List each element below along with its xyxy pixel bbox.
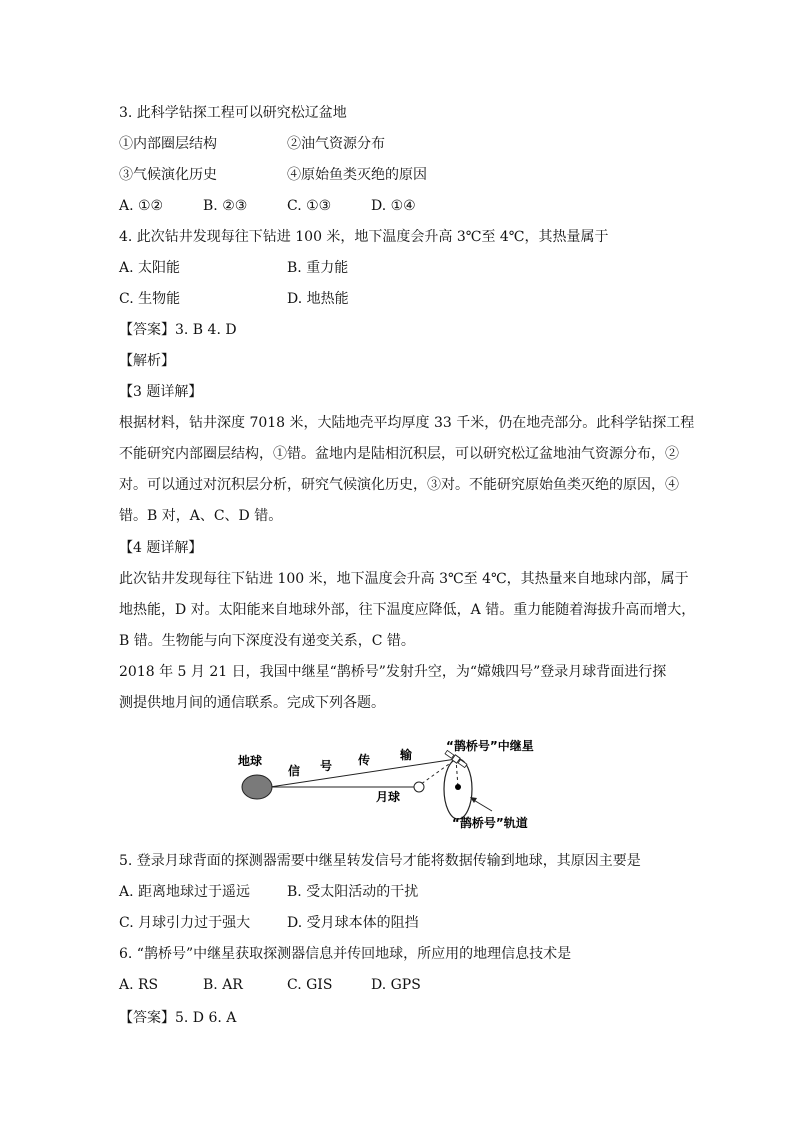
q4-stem: 4. 此次钻井发现每往下钻进 100 米，地下温度会升高 3℃至 4℃，其热量属于 [119, 229, 609, 245]
detail-4-heading: 【4 题详解】 [119, 540, 203, 556]
relay-label: “鹊桥号”中继星 [446, 739, 534, 753]
detail-4-line: 此次钻井发现每往下钻进 100 米，地下温度会升高 3℃至 4℃，其热量来自地球内部，属于 [119, 571, 689, 587]
q3-choice-d: D. ①④ [371, 198, 416, 214]
earth-moon-relay-diagram [230, 735, 550, 835]
orbit-label: “鹊桥号”轨道 [452, 816, 528, 830]
answer-block-2: 【答案】5. D 6. A [119, 1010, 237, 1026]
detail-4-body [119, 564, 696, 657]
q3-choice-b: B. ②③ [203, 198, 248, 214]
q3-option-4: ④原始鱼类灭绝的原因 [287, 167, 427, 183]
q4-choice-b: B. 重力能 [287, 260, 349, 276]
q3-choice-a: A. ①② [119, 198, 164, 214]
q6-stem: 6. “鹊桥号”中继星获取探测器信息并传回地球，所应用的地理信息技术是 [119, 946, 572, 962]
detail-4-line: B 错。生物能与向下深度没有递变关系，C 错。 [119, 633, 415, 649]
answer-block-1: 【答案】3. B 4. D [119, 322, 237, 338]
intro-line: 测提供地月间的通信联系。完成下列各题。 [119, 695, 385, 711]
q6-choice-a: A. RS [119, 977, 159, 993]
q6-choice-d: D. GPS [371, 977, 421, 993]
signal-char-2: 号 [320, 759, 333, 773]
q3-option-3: ③气候演化历史 [119, 167, 217, 183]
q3-option-1: ①内部圈层结构 [119, 136, 217, 152]
detail-3-line: 错。B 对，A、C、D 错。 [119, 508, 283, 524]
q3-stem: 3. 此科学钻探工程可以研究松辽盆地 [119, 105, 347, 121]
q5-choice-c: C. 月球引力过于强大 [119, 915, 251, 931]
q6-choice-b: B. AR [203, 977, 243, 993]
q3-choice-c: C. ①③ [287, 198, 332, 214]
q5-choice-b: B. 受太阳活动的干扰 [287, 884, 419, 900]
q5-stem: 5. 登录月球背面的探测器需要中继星转发信号才能将数据传输到地球，其原因主要是 [119, 853, 641, 869]
detail-4-line: 地热能，D 对。太阳能来自地球外部，往下温度应降低，A 错。重力能随着海拔升高而增大， [119, 602, 696, 618]
earth-shape [242, 775, 272, 799]
signal-char-4: 输 [400, 748, 413, 762]
intro-line: 2018 年 5 月 21 日，我国中继星“鹊桥号”发射升空，为“嫦娥四号”登录月球背面进行探 [119, 664, 667, 680]
q4-choice-a: A. 太阳能 [119, 260, 181, 276]
q5-choice-a: A. 距离地球过于遥远 [119, 884, 251, 900]
earth-label: 地球 [238, 754, 263, 768]
moon-shape [414, 782, 424, 792]
q5-choice-d: D. 受月球本体的阻挡 [287, 915, 419, 931]
moon-label: 月球 [376, 790, 401, 804]
analysis-heading: 【解析】 [119, 353, 175, 369]
detail-3-body [119, 408, 695, 532]
q4-choice-d: D. 地热能 [287, 291, 349, 307]
detail-3-line: 根据材料，钻井深度 7018 米，大陆地壳平均厚度 33 千米，仍在地壳部分。此科学钻探工程 [119, 415, 695, 431]
q3-option-2: ②油气资源分布 [287, 136, 385, 152]
detail-3-heading: 【3 题详解】 [119, 384, 203, 400]
lagrange-point-dot [455, 784, 461, 790]
detail-3-line: 不能研究内部圈层结构，①错。盆地内是陆相沉积层，可以研究松辽盆地油气资源分布，② [119, 446, 679, 462]
q6-choice-c: C. GIS [287, 977, 333, 993]
q4-choice-c: C. 生物能 [119, 291, 181, 307]
detail-3-line: 对。可以通过对沉积层分析，研究气候演化历史，③对。不能研究原始鱼类灭绝的原因，④ [119, 477, 679, 493]
signal-char-3: 传 [358, 753, 371, 767]
intro-paragraph [119, 657, 675, 719]
signal-char-1: 信 [288, 764, 301, 778]
